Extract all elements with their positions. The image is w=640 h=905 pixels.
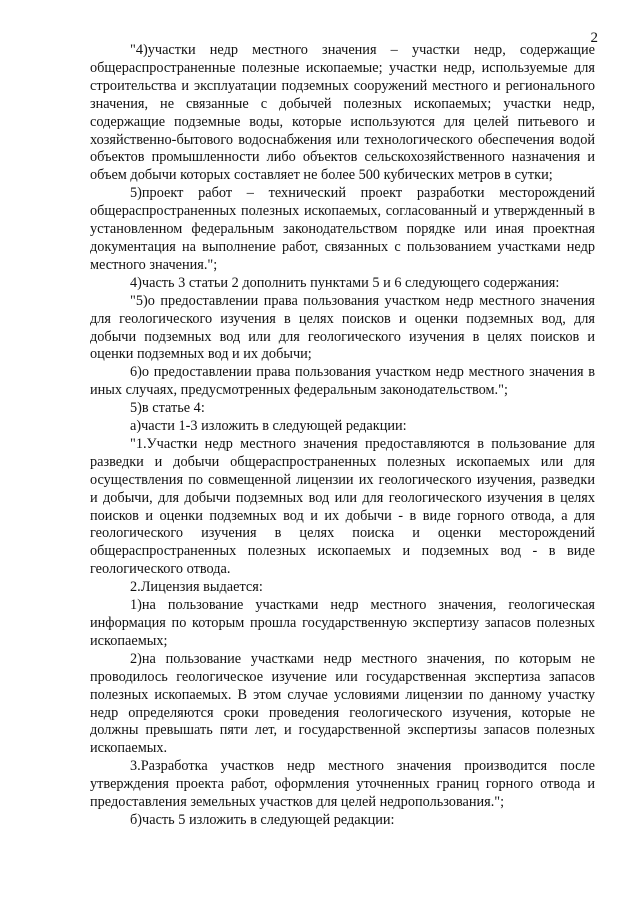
paragraph-part-2-item-1: 1)на пользование участками недр местного значения, геологическая информация по которым прошла государственную экспертизу запасов полезных ископаемых;: [90, 597, 595, 649]
paragraph-point-6: 6)о предоставлении права пользования участком недр местного значения в иных случаях, предусмотренных федеральным законодательством.";: [90, 364, 595, 399]
paragraph-part-2-heading: 2.Лицензия выдается:: [130, 579, 263, 596]
paragraph-item-5-definition: 5)проект работ – технический проект разработки месторождений общераспространенных полезных ископаемых, согласованный и утвержденный в установленном федеральным законодательством порядке или иная проектная документация на выполнение работ, связанных с пользованием участками недр местного значения.";: [90, 185, 595, 273]
page-number: 2: [590, 30, 598, 46]
paragraph-part-2-item-2: 2)на пользование участками недр местного значения, по которым не проводилось геологическое изучение или государственная экспертиза запасов полезных ископаемых. В этом случае условиями лицензии по данному участку недр определяются сроки проведения геологического изучения, которые не должны превышать пяти лет, и государственной экспертизы запасов полезных ископаемых.: [90, 650, 595, 757]
paragraph-subitem-b: б)часть 5 изложить в следующей редакции:: [130, 811, 395, 828]
paragraph-amendment-5: 5)в статье 4:: [130, 400, 205, 417]
document-body: [90, 42, 595, 830]
paragraph-item-4-definition: "4)участки недр местного значения – участки недр, содержащие общераспространенные полезные ископаемые; участки недр, используемые для строительства и эксплуатации подземных сооружений местного и регионального значения, не связанные с добычей полезных ископаемых; участки недр, содержащие подземные воды, которые используются для целей питьевого и хозяйственно-бытового водоснабжения или технологического обеспечения водой объектов промышленности либо объектов сельскохозяйственного назначения и объем добычи которых составляет не более 500 кубических метров в сутки;: [90, 42, 595, 184]
paragraph-part-3: 3.Разработка участков недр местного значения производится после утверждения проекта работ, оформления уточненных границ горного отвода и предоставления земельных участков для целей недропользования.";: [90, 758, 595, 811]
paragraph-amendment-4: 4)часть 3 статьи 2 дополнить пунктами 5 и 6 следующего содержания:: [130, 274, 560, 291]
paragraph-point-5: "5)о предоставлении права пользования участком недр местного значения для геологического изучения в целях поисков и оценки подземных вод, для добычи подземных вод или для геологического изучения в целях поисков и оценки подземных вод и их добычи;: [90, 292, 595, 363]
paragraph-part-1: "1.Участки недр местного значения предоставляются в пользование для разведки и добычи общераспространенных полезных ископаемых или для осуществления по совмещенной лицензии их геологического изучения, разведки и добычи, для добычи подземных вод или для геологического изучения в целях поисков и оценки подземных вод и их добычи - в виде горного отвода, а для геологического изучения в целях поиска и оценки месторождений общераспространенных полезных ископаемых и подземных вод - в виде геологического отвода.: [90, 435, 595, 578]
paragraph-subitem-a: а)части 1-3 изложить в следующей редакции:: [130, 418, 407, 435]
